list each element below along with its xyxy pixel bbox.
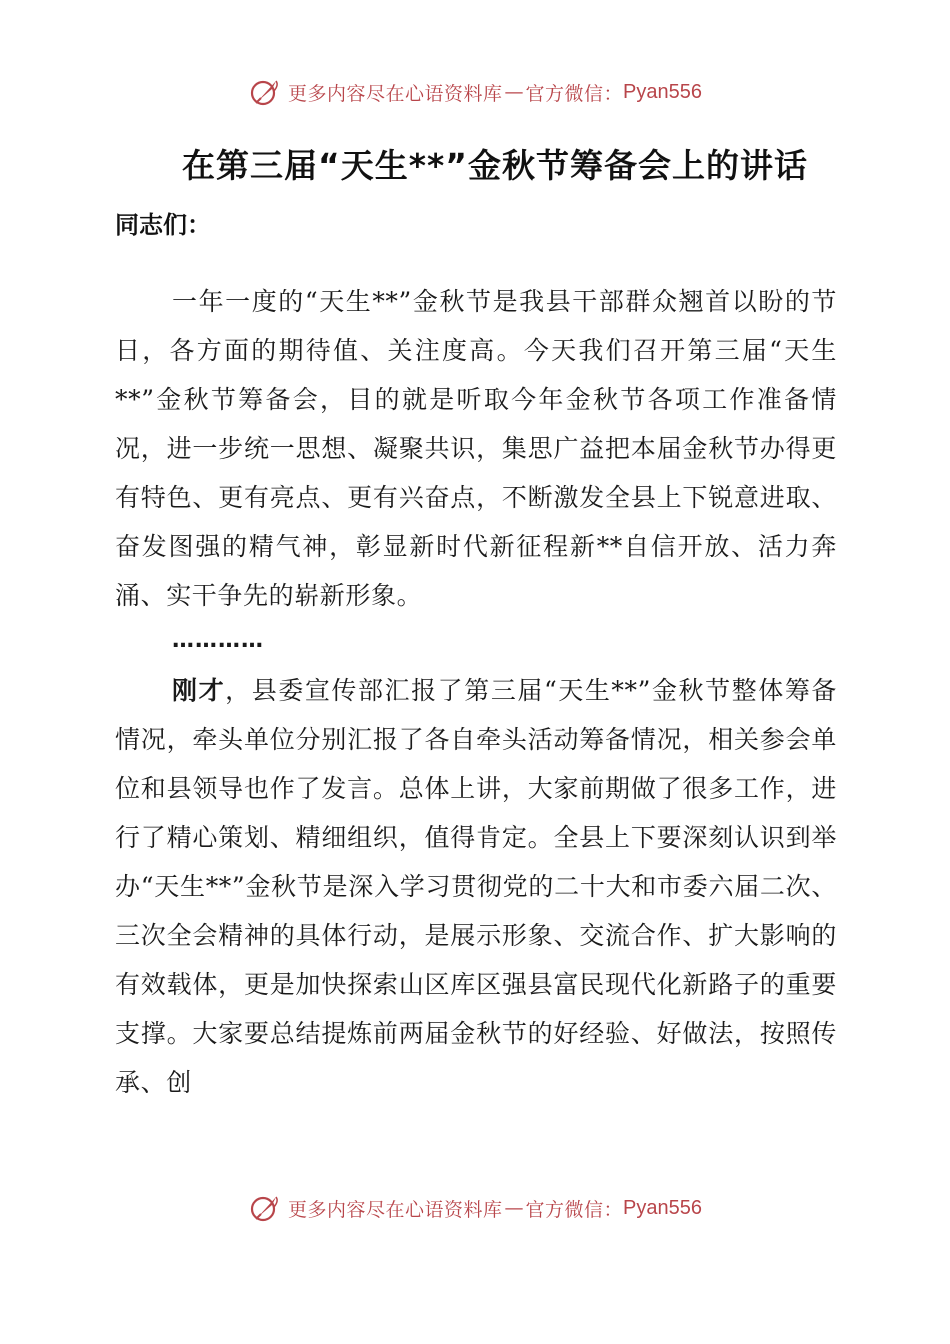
quill-pen-icon (248, 1191, 282, 1225)
paragraph-main-text: ，县委宣传部汇报了第三届“天生**”金秋节整体筹备情况，牵头单位分别汇报了各自牵头活动筹备情况，相关参会单位和县领导也作了发言。总体上讲，大家前期做了很多工作，进行了精心策划、精细组织，值得肯定。全县上下要深刻认识到举办“天生**”金秋节是深入学习贯彻党的二十大和市委六届二次、三次全会精神的具体行动，是展示形象、交流合作、扩大影响的有效载体，更是加快探索山区库区强县富民现代化新路子的重要支撑。大家要总结提炼前两届金秋节的好经验、好做法，按照传承、创 (115, 676, 837, 1097)
watermark-dash: — (504, 1197, 524, 1219)
header-watermark (0, 72, 950, 112)
watermark-dash: — (504, 81, 524, 103)
omission-ellipsis: ………… (172, 628, 264, 653)
watermark-brand-text: 更多内容尽在心语资料库 (288, 82, 503, 105)
paragraph-main (115, 666, 837, 1107)
footer-watermark (0, 1188, 950, 1228)
paragraph-lead-word: 刚才 (172, 676, 226, 705)
watermark-wechat-id: Pyan556 (623, 1196, 702, 1219)
watermark-wechat-id: Pyan556 (623, 80, 702, 103)
salutation: 同志们： (115, 211, 211, 239)
watermark-brand-text: 更多内容尽在心语资料库 (288, 1198, 503, 1221)
document-title: 在第三届“天生**”金秋节筹备会上的讲话 (182, 146, 808, 185)
watermark-wechat-label: 官方微信： (525, 82, 624, 105)
watermark-wechat-label: 官方微信： (525, 1198, 624, 1221)
quill-pen-icon (248, 75, 282, 109)
paragraph-intro: 一年一度的“天生**”金秋节是我县干部群众翘首以盼的节日，各方面的期待值、关注度高。今天我们召开第三届“天生**”金秋节筹备会，目的就是听取今年金秋节各项工作准备情况，进一步统一思想、凝聚共识，集思广益把本届金秋节办得更有特色、更有亮点、更有兴奋点，不断激发全县上下锐意进取、奋发图强的精气神，彰显新时代新征程新**自信开放、活力奔涌、实干争先的崭新形象。 (115, 287, 837, 610)
